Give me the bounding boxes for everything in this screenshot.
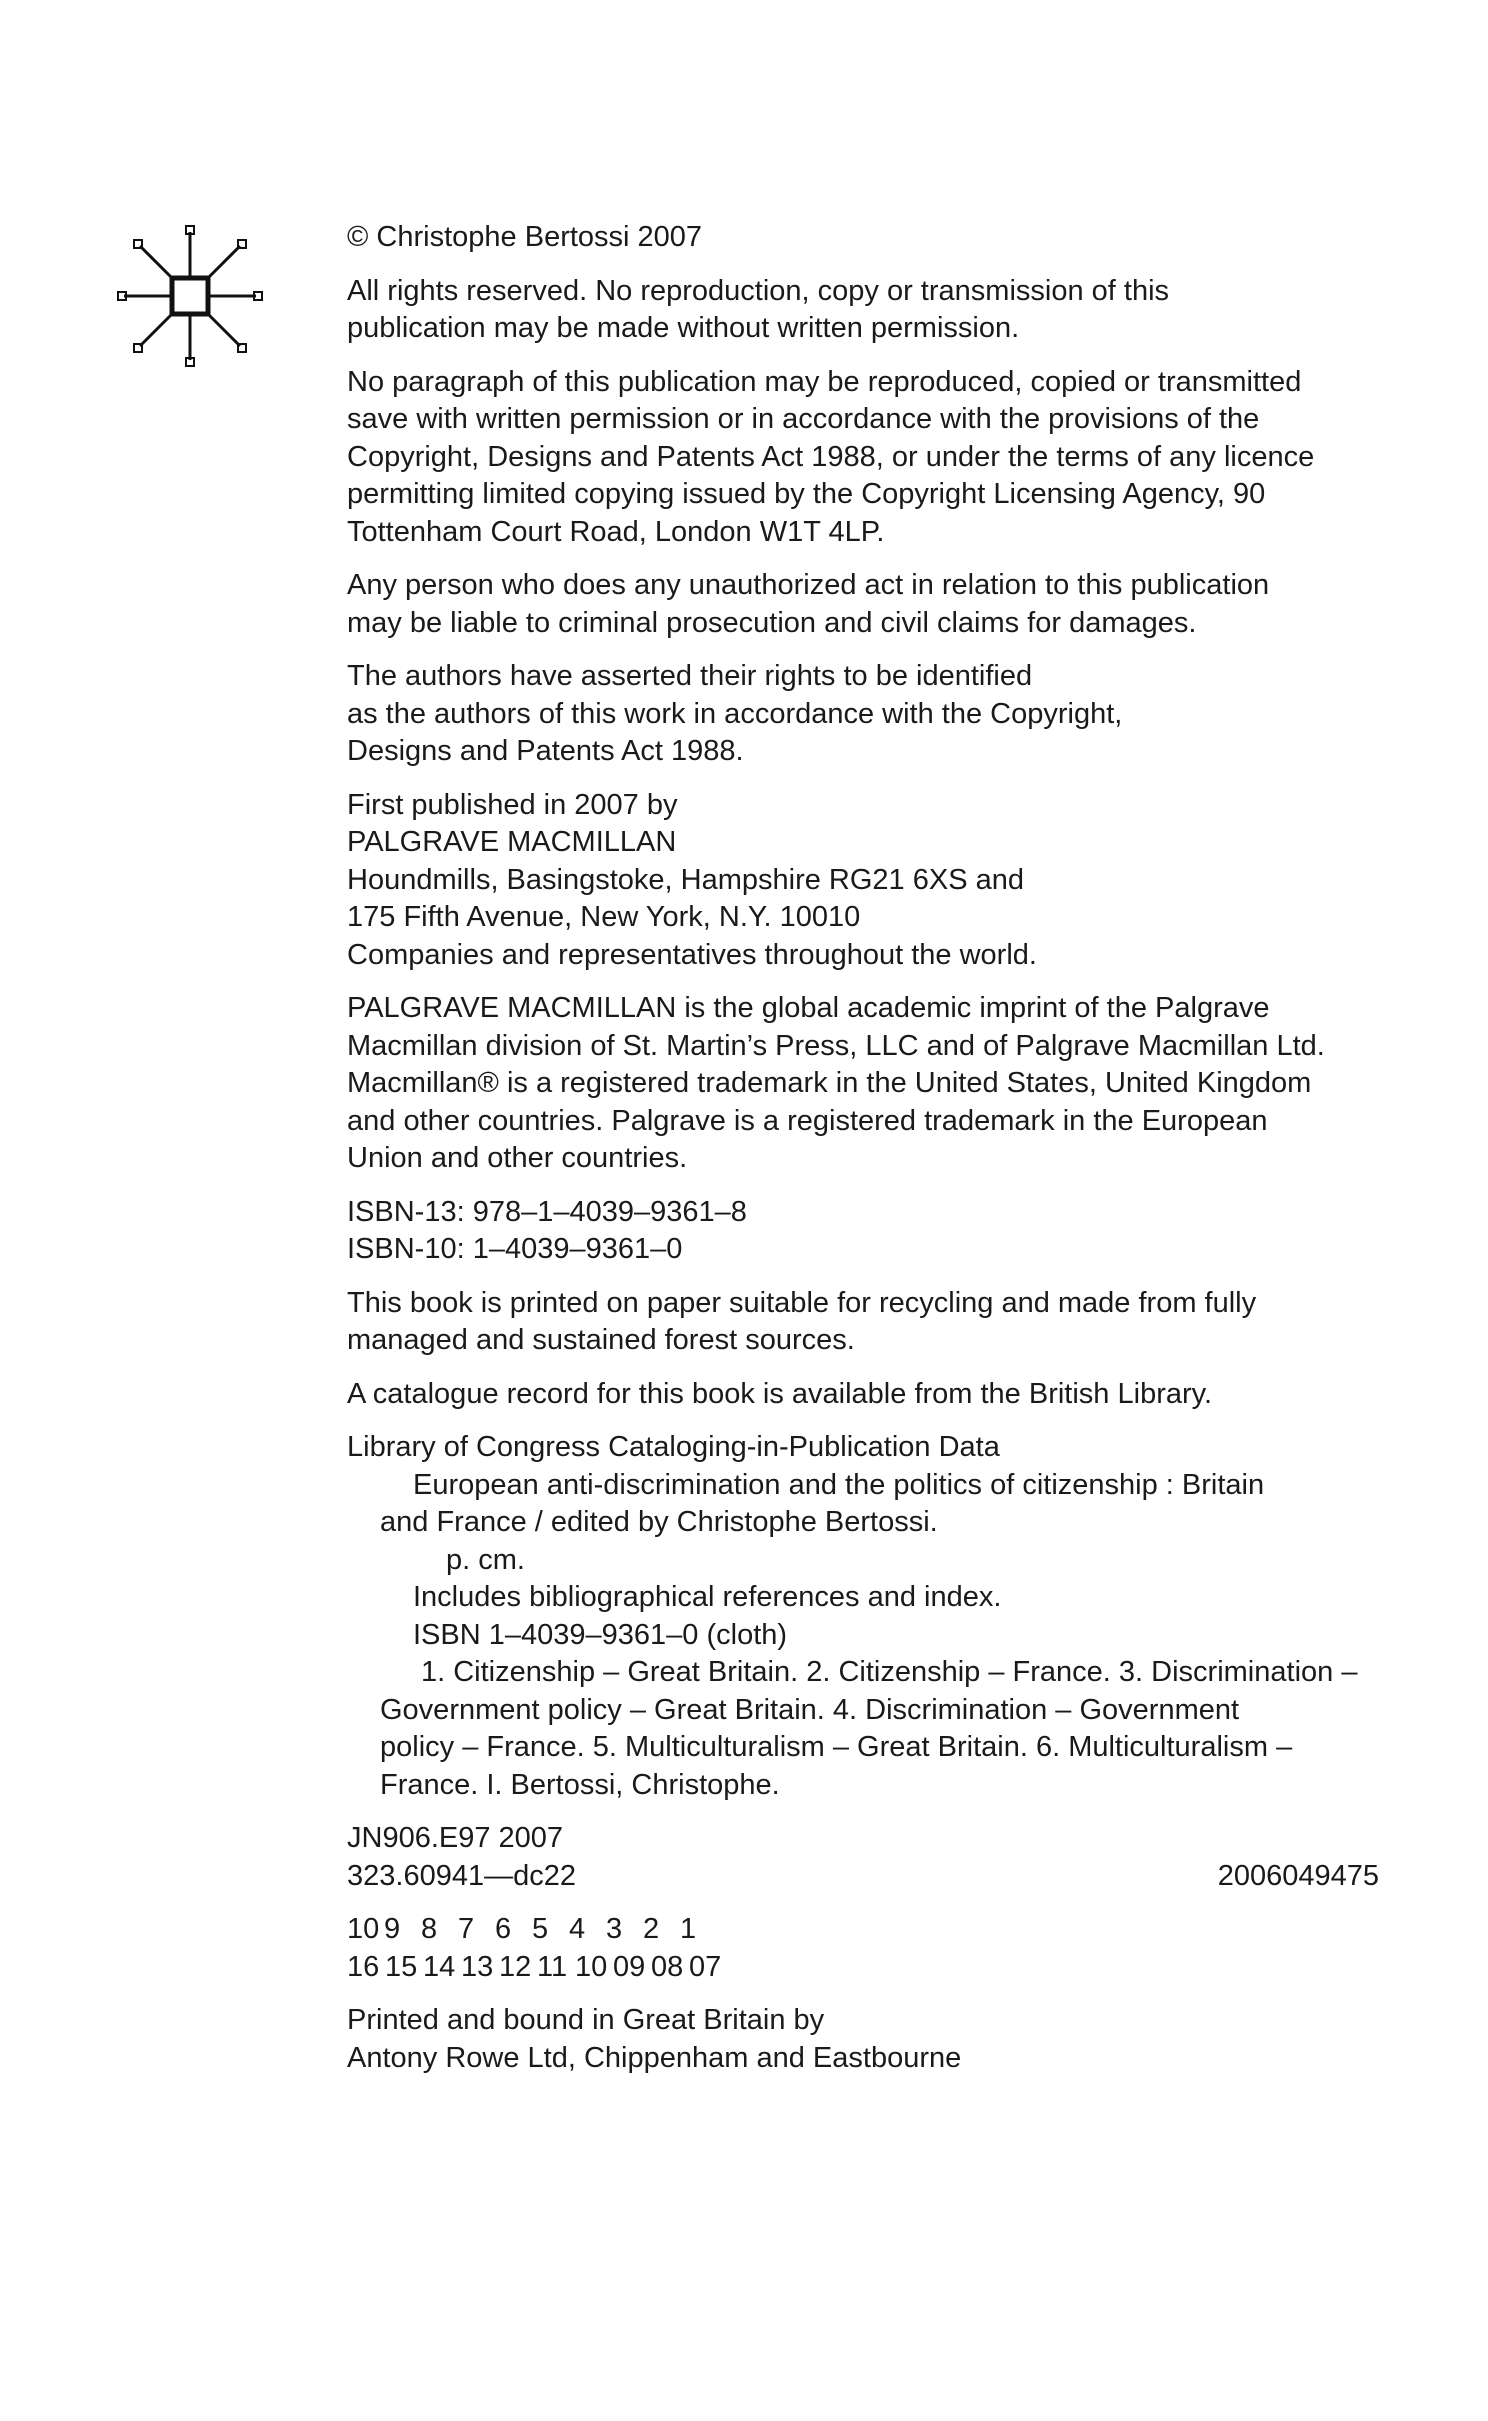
cip-subjects-cont: Government policy – Great Britain. 4. Discrimination – Government [380, 1693, 1240, 1726]
print-year: 16 [347, 1950, 380, 1983]
cip-isbn: ISBN 1–4039–9361–0 (cloth) [413, 1618, 788, 1651]
isbn-13: ISBN-13: 978–1–4039–9361–8 [347, 1195, 747, 1228]
text-line: Macmillan division of St. Martin’s Press, LLC and of Palgrave Macmillan Ltd. [347, 1029, 1325, 1062]
cip-subjects-cont: policy – France. 5. Multiculturalism – Great Britain. 6. Multiculturalism – [380, 1731, 1293, 1763]
dewey-row [347, 1858, 1379, 1896]
print-year: 12 [499, 1950, 532, 1983]
print-years-row [347, 1949, 1379, 1987]
text-line: permitting limited copying issued by the Copyright Licensing Agency, 90 [347, 478, 1266, 510]
print-year: 14 [423, 1950, 456, 1983]
text-line: Houndmills, Basingstoke, Hampshire RG21 6XS and [347, 863, 1024, 896]
text-line: PALGRAVE MACMILLAN is the global academic imprint of the Palgrave [347, 992, 1270, 1024]
print-number: 10 [347, 1913, 380, 1945]
text-line: PALGRAVE MACMILLAN [347, 826, 677, 858]
palgrave-network-logo-icon [110, 216, 270, 376]
print-number: 6 [495, 1913, 512, 1945]
print-year: 13 [461, 1950, 494, 1983]
cip-subjects: 1. Citizenship – Great Britain. 2. Citizenship – France. 3. Discrimination – [421, 1656, 1358, 1688]
text-line: publication may be made without written permission. [347, 312, 1020, 344]
isbn-block [347, 1194, 1379, 1269]
print-numbers-row [347, 1911, 1379, 1949]
print-year: 11 [537, 1950, 568, 1983]
printer-info [347, 2002, 1379, 2077]
cip-heading: Library of Congress Cataloging-in-Publication Data [347, 1431, 1000, 1463]
text-line: First published in 2007 by [347, 788, 678, 821]
text-line: Designs and Patents Act 1988. [347, 735, 744, 767]
cip-includes: Includes bibliographical references and index. [413, 1581, 1002, 1613]
text-line: A catalogue record for this book is available from the British Library. [347, 1377, 1213, 1410]
print-number: 2 [643, 1913, 660, 1945]
catalogue-notice [347, 1376, 1379, 1414]
cip-data [347, 1429, 1379, 1804]
classification-block [347, 1820, 1379, 1895]
copyright-line: © Christophe Bertossi 2007 [347, 221, 703, 253]
paper-notice [347, 1285, 1379, 1360]
print-year: 07 [689, 1950, 722, 1983]
text-line: Tottenham Court Road, London W1T 4LP. [347, 515, 885, 548]
copyright-notice [347, 219, 1379, 257]
text-line: All rights reserved. No reproduction, copy or transmission of this [347, 274, 1170, 307]
text-line: may be liable to criminal prosecution and civil claims for damages. [347, 606, 1197, 639]
cip-subjects-cont: France. I. Bertossi, Christophe. [380, 1768, 780, 1801]
isbn-10: ISBN-10: 1–4039–9361–0 [347, 1233, 683, 1265]
liability-notice [347, 567, 1379, 642]
text-line: Macmillan® is a registered trademark in the United States, United Kingdom [347, 1067, 1312, 1099]
print-number: 1 [680, 1913, 697, 1945]
publisher-info [347, 787, 1379, 975]
copyright-page-text [347, 219, 1379, 2093]
text-line: managed and sustained forest sources. [347, 1324, 855, 1356]
cip-title-cont: and France / edited by Christophe Bertossi. [380, 1506, 938, 1538]
text-line: and other countries. Palgrave is a registered trademark in the European [347, 1104, 1268, 1137]
authors-rights-notice [347, 658, 1379, 771]
text-line: Printed and bound in Great Britain by [347, 2004, 825, 2036]
reproduction-notice [347, 364, 1379, 552]
cip-pcm: p. cm. [446, 1543, 525, 1576]
print-year: 09 [613, 1950, 646, 1983]
text-line: Copyright, Designs and Patents Act 1988, or under the terms of any licence [347, 440, 1315, 473]
print-number: 5 [532, 1913, 549, 1945]
text-line: save with written permission or in accordance with the provisions of the [347, 403, 1260, 435]
lc-class-number: JN906.E97 2007 [347, 1822, 564, 1854]
print-number: 3 [606, 1913, 623, 1945]
text-line: as the authors of this work in accordance with the Copyright, [347, 697, 1123, 730]
print-number: 8 [421, 1913, 438, 1945]
print-year: 08 [651, 1950, 684, 1983]
printing-line [347, 1911, 1379, 1986]
rights-reserved [347, 273, 1379, 348]
text-line: This book is printed on paper suitable for recycling and made from fully [347, 1286, 1257, 1319]
text-line: 175 Fifth Avenue, New York, N.Y. 10010 [347, 901, 861, 933]
print-year: 15 [385, 1950, 418, 1983]
print-year: 10 [575, 1950, 608, 1983]
dewey-number: 323.60941—dc22 [347, 1859, 576, 1892]
print-number: 4 [569, 1913, 586, 1945]
text-line: Union and other countries. [347, 1142, 688, 1174]
text-line: Companies and representatives throughout the world. [347, 938, 1037, 971]
print-number: 7 [458, 1913, 475, 1945]
cip-title: European anti-discrimination and the politics of citizenship : Britain [413, 1468, 1265, 1501]
imprint-notice [347, 990, 1379, 1178]
print-number: 9 [384, 1913, 401, 1945]
text-line: Any person who does any unauthorized act in relation to this publication [347, 569, 1270, 601]
text-line: Antony Rowe Ltd, Chippenham and Eastbourne [347, 2041, 962, 2074]
text-line: The authors have asserted their rights to be identified [347, 660, 1033, 692]
lccn-number: 2006049475 [1217, 1859, 1379, 1892]
text-line: No paragraph of this publication may be reproduced, copied or transmitted [347, 365, 1302, 398]
